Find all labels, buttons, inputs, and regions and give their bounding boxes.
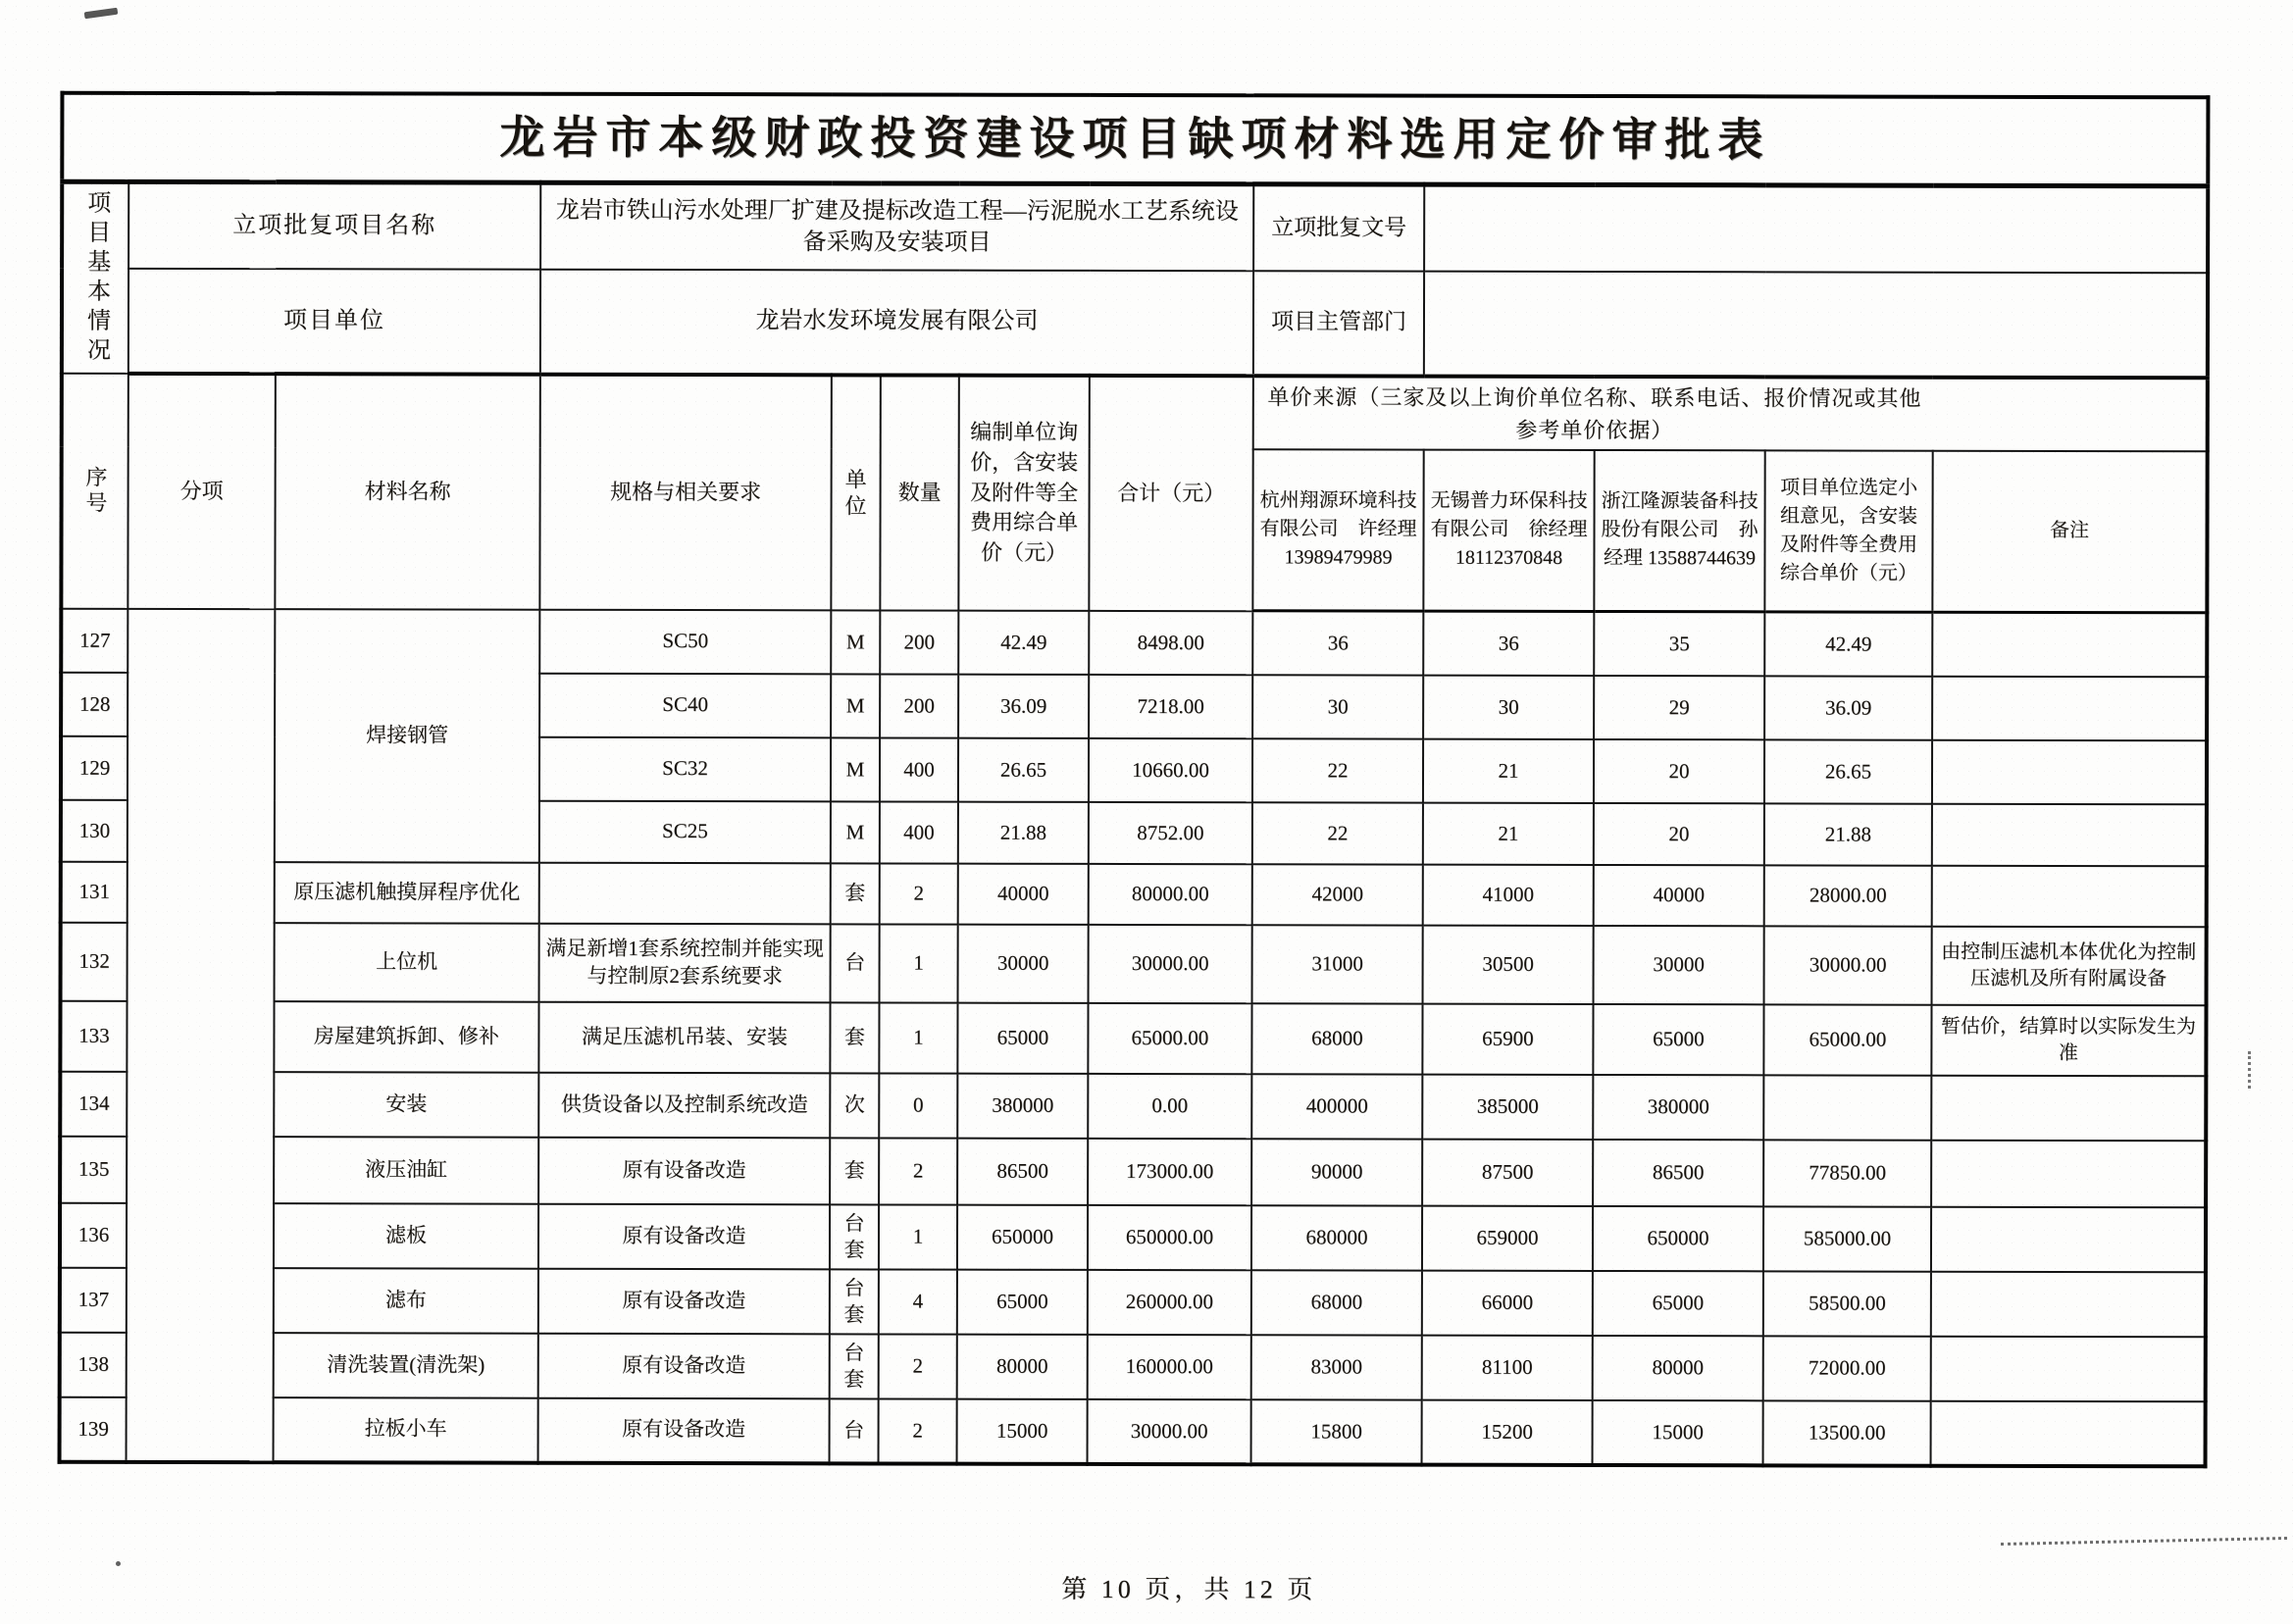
cell-row-no: 135 xyxy=(60,1136,127,1202)
cell-total: 7218.00 xyxy=(1089,674,1252,737)
cell-selected-price: 585000.00 xyxy=(1763,1206,1931,1271)
cell-unit: 台 xyxy=(831,924,880,1002)
cell-qty: 2 xyxy=(879,1138,957,1204)
cell-unit-price: 86500 xyxy=(957,1138,1088,1204)
cell-quote-supplier-1: 90000 xyxy=(1251,1139,1422,1205)
approval-doc-number-label: 立项批复文号 xyxy=(1253,183,1424,271)
cell-subitem xyxy=(127,608,276,1461)
cell-unit-price: 80000 xyxy=(957,1334,1088,1398)
cell-unit: 套 xyxy=(830,1138,879,1204)
cell-quote-supplier-2: 21 xyxy=(1423,802,1594,864)
cell-quote-supplier-3: 65000 xyxy=(1593,1270,1763,1335)
project-basic-info-side-label: 项目基本情况 xyxy=(62,181,128,374)
cell-remark xyxy=(1931,1400,2206,1466)
cell-quote-supplier-1: 68000 xyxy=(1251,1003,1422,1074)
col-header-supplier-3: 浙江隆源装备科技股份有限公司 孙经理 13588744639 xyxy=(1594,449,1764,611)
col-header-remark: 备注 xyxy=(1932,450,2207,613)
cell-total: 30000.00 xyxy=(1089,924,1252,1002)
cell-remark xyxy=(1931,1336,2206,1401)
cell-quote-supplier-3: 80000 xyxy=(1593,1335,1763,1399)
column-header-row xyxy=(62,373,2208,451)
cell-selected-price: 65000.00 xyxy=(1763,1004,1931,1075)
cell-material: 安装 xyxy=(274,1072,538,1138)
cell-material: 液压油缸 xyxy=(274,1137,538,1204)
cell-selected-price: 77850.00 xyxy=(1763,1140,1931,1206)
table-row xyxy=(60,1267,2206,1337)
cell-quote-supplier-1: 36 xyxy=(1252,611,1423,675)
cell-quote-supplier-3: 15000 xyxy=(1593,1399,1763,1464)
cell-spec: 满足压滤机吊装、安装 xyxy=(538,1001,830,1073)
cell-spec: 原有设备改造 xyxy=(538,1397,830,1463)
cell-quote-supplier-2: 30500 xyxy=(1423,925,1594,1003)
cell-qty: 2 xyxy=(879,1398,957,1463)
cell-material: 滤板 xyxy=(274,1203,538,1269)
cell-quote-supplier-2: 66000 xyxy=(1422,1270,1593,1335)
cell-total: 65000.00 xyxy=(1088,1002,1251,1073)
cell-material: 拉板小车 xyxy=(274,1397,538,1463)
cell-remark xyxy=(1932,676,2207,740)
cell-unit-price: 65000 xyxy=(957,1269,1088,1334)
cell-remark xyxy=(1931,1075,2206,1141)
cell-quote-supplier-2: 65900 xyxy=(1422,1003,1593,1074)
col-header-unit: 单位 xyxy=(831,375,881,610)
cell-quote-supplier-3: 650000 xyxy=(1593,1205,1763,1270)
table-row xyxy=(60,1396,2206,1466)
cell-quote-supplier-2: 30 xyxy=(1423,675,1594,738)
cell-remark xyxy=(1932,803,2207,866)
cell-quote-supplier-2: 659000 xyxy=(1422,1205,1593,1270)
cell-unit-price: 15000 xyxy=(957,1398,1088,1463)
cell-total: 160000.00 xyxy=(1088,1334,1251,1398)
cell-qty: 400 xyxy=(880,737,958,801)
cell-spec: 满足新增1套系统控制并能实现与控制原2套系统要求 xyxy=(539,923,831,1002)
cell-unit-price: 40000 xyxy=(958,863,1089,924)
cell-quote-supplier-2: 36 xyxy=(1423,611,1594,675)
scan-artifact-vertical-dots xyxy=(2248,1051,2251,1089)
table-row xyxy=(60,1071,2206,1141)
cell-unit: 台套 xyxy=(830,1204,879,1269)
title-row xyxy=(62,93,2208,186)
col-header-subitem: 分项 xyxy=(127,373,276,608)
cell-qty: 2 xyxy=(879,1334,957,1398)
table-row xyxy=(61,608,2207,677)
cell-total: 8752.00 xyxy=(1089,801,1252,863)
cell-material: 滤布 xyxy=(274,1268,538,1334)
cell-material: 焊接钢管 xyxy=(275,609,540,863)
cell-total: 173000.00 xyxy=(1088,1138,1251,1204)
cell-quote-supplier-1: 83000 xyxy=(1251,1335,1422,1399)
cell-row-no: 138 xyxy=(60,1332,127,1396)
cell-qty: 1 xyxy=(879,1204,957,1269)
cell-material: 清洗装置(清洗架) xyxy=(274,1333,538,1398)
cell-unit: M xyxy=(831,737,880,801)
table-row xyxy=(61,861,2207,927)
cell-total: 30000.00 xyxy=(1088,1398,1251,1463)
cell-qty: 200 xyxy=(880,610,958,674)
approval-doc-number-value xyxy=(1424,184,2208,274)
table-row xyxy=(60,1000,2206,1076)
project-unit-value: 龙岩水发环境发展有限公司 xyxy=(540,270,1253,376)
cell-row-no: 130 xyxy=(61,799,127,861)
cell-selected-price: 13500.00 xyxy=(1763,1400,1931,1465)
cell-spec xyxy=(539,862,831,924)
cell-remark xyxy=(1932,865,2207,927)
page-title: 龙岩市本级财政投资建设项目缺项材料选用定价审批表 xyxy=(62,93,2208,186)
cell-quote-supplier-2: 81100 xyxy=(1422,1335,1593,1399)
cell-row-no: 134 xyxy=(60,1071,127,1136)
cell-unit: M xyxy=(831,610,880,674)
cell-remark xyxy=(1931,1206,2206,1272)
page-footer: 第 10 页，共 12 页 xyxy=(1061,1574,1317,1604)
cell-quote-supplier-1: 31000 xyxy=(1252,925,1423,1003)
approval-form xyxy=(58,91,2211,1604)
cell-quote-supplier-1: 400000 xyxy=(1251,1074,1422,1139)
cell-quote-supplier-1: 68000 xyxy=(1251,1270,1422,1335)
cell-row-no: 128 xyxy=(61,672,127,736)
cell-unit-price: 380000 xyxy=(957,1073,1088,1138)
cell-unit: M xyxy=(831,801,880,863)
col-header-price-source-group: 单价来源（三家及以上询价单位名称、联系电话、报价情况或其他参考单价依据） xyxy=(1253,376,2208,451)
cell-qty: 200 xyxy=(880,674,958,737)
cell-quote-supplier-3: 65000 xyxy=(1593,1003,1763,1074)
cell-row-no: 137 xyxy=(60,1267,127,1332)
cell-unit: 次 xyxy=(830,1073,879,1138)
scan-artifact-top-mark xyxy=(84,8,119,20)
cell-total: 0.00 xyxy=(1088,1073,1251,1138)
table-row xyxy=(60,1202,2206,1272)
cell-unit: 套 xyxy=(830,1002,879,1073)
cell-total: 10660.00 xyxy=(1089,737,1252,801)
cell-qty: 400 xyxy=(880,801,958,863)
cell-quote-supplier-3: 29 xyxy=(1594,675,1764,738)
cell-quote-supplier-3: 20 xyxy=(1594,802,1764,864)
cell-spec: 原有设备改造 xyxy=(538,1333,830,1398)
col-header-total: 合计（元） xyxy=(1089,375,1253,610)
cell-selected-price: 36.09 xyxy=(1764,676,1932,739)
col-header-spec: 规格与相关要求 xyxy=(539,374,832,610)
cell-unit-price: 26.65 xyxy=(958,737,1089,801)
cell-quote-supplier-1: 22 xyxy=(1252,802,1423,864)
scan-artifact-speck xyxy=(116,1561,121,1566)
cell-row-no: 127 xyxy=(61,608,127,672)
cell-selected-price xyxy=(1763,1075,1931,1140)
cell-material: 上位机 xyxy=(275,923,539,1002)
cell-unit-price: 36.09 xyxy=(958,674,1089,737)
project-unit-label: 项目单位 xyxy=(128,269,540,375)
approval-table xyxy=(58,91,2211,1468)
cell-quote-supplier-2: 87500 xyxy=(1422,1139,1593,1205)
cell-total: 8498.00 xyxy=(1089,610,1252,674)
cell-unit: 台套 xyxy=(830,1334,879,1398)
cell-qty: 1 xyxy=(880,924,958,1002)
col-header-material: 材料名称 xyxy=(275,374,540,610)
cell-spec: 供货设备以及控制系统改造 xyxy=(538,1072,830,1138)
cell-quote-supplier-2: 385000 xyxy=(1422,1074,1593,1139)
cell-remark xyxy=(1931,1271,2206,1337)
cell-spec: 原有设备改造 xyxy=(538,1268,830,1334)
cell-qty: 4 xyxy=(879,1269,957,1334)
project-info-row-1 xyxy=(62,181,2208,273)
cell-quote-supplier-1: 22 xyxy=(1252,738,1423,802)
cell-quote-supplier-2: 15200 xyxy=(1422,1399,1593,1464)
table-row xyxy=(60,1136,2206,1207)
cell-spec: SC50 xyxy=(539,609,831,674)
cell-selected-price: 42.49 xyxy=(1764,612,1932,676)
cell-row-no: 132 xyxy=(61,922,127,1000)
cell-unit: 台套 xyxy=(830,1269,879,1334)
cell-quote-supplier-3: 30000 xyxy=(1594,925,1764,1003)
cell-quote-supplier-3: 40000 xyxy=(1594,864,1764,925)
cell-selected-price: 72000.00 xyxy=(1763,1336,1931,1400)
cell-spec: SC40 xyxy=(539,673,831,737)
cell-remark xyxy=(1932,612,2207,677)
cell-unit: 台 xyxy=(830,1398,879,1463)
cell-material: 房屋建筑拆卸、修补 xyxy=(274,1001,538,1073)
cell-unit: M xyxy=(831,674,880,737)
cell-spec: SC32 xyxy=(539,736,831,801)
col-header-no: 序号 xyxy=(61,373,128,608)
project-info-row-2 xyxy=(62,269,2208,378)
cell-unit-price: 21.88 xyxy=(958,801,1089,863)
cell-row-no: 131 xyxy=(61,861,127,922)
cell-unit: 套 xyxy=(831,863,880,924)
cell-row-no: 129 xyxy=(61,736,127,799)
col-header-qty: 数量 xyxy=(880,375,959,610)
cell-unit-price: 30000 xyxy=(958,924,1089,1002)
cell-material: 原压滤机触摸屏程序优化 xyxy=(275,862,539,924)
cell-quote-supplier-1: 42000 xyxy=(1252,864,1423,925)
cell-total: 260000.00 xyxy=(1088,1269,1251,1334)
cell-remark xyxy=(1932,739,2207,804)
cell-remark: 由控制压滤机本体优化为控制压滤机及所有附属设备 xyxy=(1932,926,2207,1005)
cell-total: 650000.00 xyxy=(1088,1204,1251,1269)
table-row xyxy=(61,922,2207,1005)
cell-selected-price: 21.88 xyxy=(1764,803,1932,865)
cell-quote-supplier-2: 21 xyxy=(1423,738,1594,802)
project-name-label: 立项批复项目名称 xyxy=(128,181,540,270)
project-dept-value xyxy=(1424,271,2208,377)
cell-quote-supplier-3: 86500 xyxy=(1593,1139,1763,1205)
cell-total: 80000.00 xyxy=(1089,863,1252,924)
cell-quote-supplier-1: 680000 xyxy=(1251,1205,1422,1270)
cell-qty: 1 xyxy=(879,1002,957,1073)
cell-unit-price: 65000 xyxy=(957,1002,1088,1073)
cell-remark: 暂估价，结算时以实际发生为准 xyxy=(1931,1004,2206,1076)
cell-qty: 0 xyxy=(879,1073,957,1138)
cell-selected-price: 28000.00 xyxy=(1764,865,1932,926)
col-header-supplier-1: 杭州翔源环境科技有限公司 许经理 13989479989 xyxy=(1252,449,1423,611)
cell-selected-price: 30000.00 xyxy=(1764,926,1932,1004)
cell-quote-supplier-1: 15800 xyxy=(1251,1399,1422,1464)
scan-artifact-dotted-line xyxy=(2001,1537,2287,1546)
project-name-value: 龙岩市铁山污水处理厂扩建及提标改造工程—污泥脱水工艺系统设备采购及安装项目 xyxy=(540,182,1253,271)
cell-spec: 原有设备改造 xyxy=(538,1137,830,1204)
cell-quote-supplier-1: 30 xyxy=(1252,675,1423,738)
cell-quote-supplier-3: 380000 xyxy=(1593,1074,1763,1139)
col-header-comp-unit-price: 编制单位询价，含安装及附件等全费用综合单价（元） xyxy=(958,375,1090,610)
col-header-selected-price: 项目单位选定小组意见，含安装及附件等全费用综合单价（元） xyxy=(1764,450,1932,612)
cell-unit-price: 650000 xyxy=(957,1204,1088,1269)
cell-spec: 原有设备改造 xyxy=(538,1203,830,1269)
col-header-supplier-2: 无锡普力环保科技有限公司 徐经理 18112370848 xyxy=(1423,449,1594,611)
cell-quote-supplier-2: 41000 xyxy=(1423,864,1594,925)
cell-unit-price: 42.49 xyxy=(958,610,1089,674)
cell-quote-supplier-3: 20 xyxy=(1594,738,1764,802)
cell-selected-price: 58500.00 xyxy=(1763,1271,1931,1336)
cell-row-no: 136 xyxy=(60,1202,127,1267)
cell-spec: SC25 xyxy=(539,800,831,863)
cell-qty: 2 xyxy=(880,863,958,924)
cell-row-no: 133 xyxy=(60,1000,127,1071)
cell-row-no: 139 xyxy=(60,1396,127,1461)
table-row xyxy=(60,1332,2206,1401)
material-rows xyxy=(60,608,2208,1466)
cell-quote-supplier-3: 35 xyxy=(1594,611,1764,675)
cell-selected-price: 26.65 xyxy=(1764,739,1932,803)
project-dept-label: 项目主管部门 xyxy=(1253,271,1424,376)
cell-remark xyxy=(1931,1140,2206,1207)
